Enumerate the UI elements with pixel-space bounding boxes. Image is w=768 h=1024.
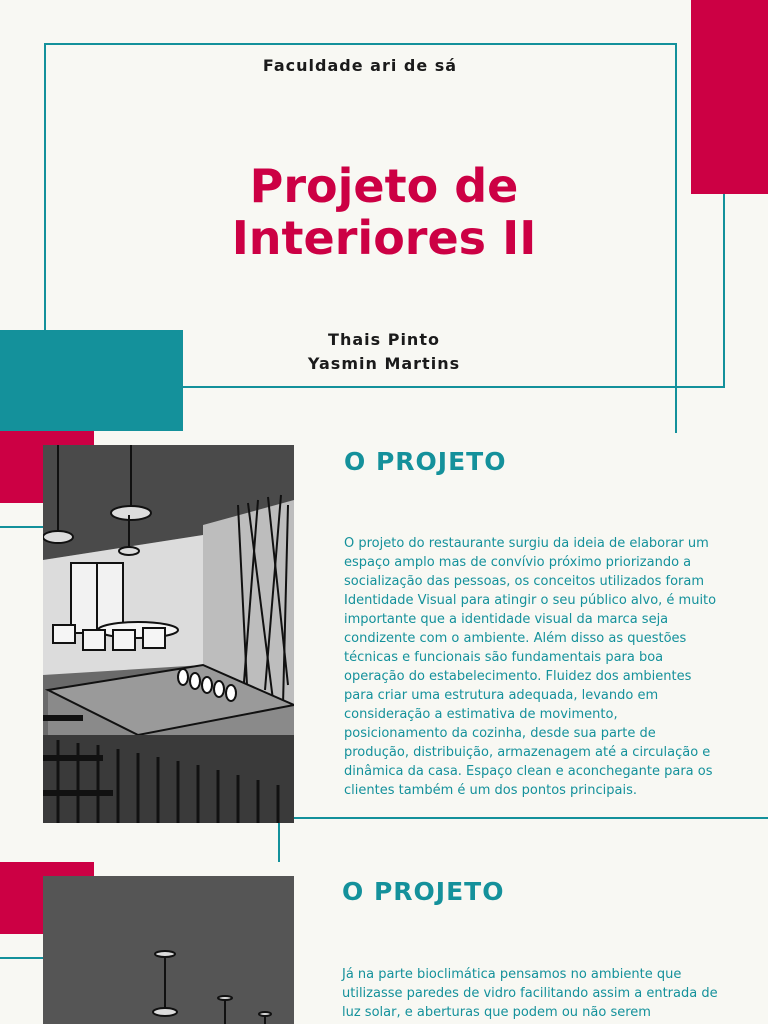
page-title — [44, 160, 724, 264]
section1-heading: O PROJETO — [344, 447, 507, 476]
section2-body: Já na parte bioclimática pensamos no ambiente que utilizasse paredes de vidro facilitando assim a entrada de luz solar, e aberturas que podem ou não serem — [342, 967, 718, 1020]
title-line-2: Interiores II — [231, 211, 537, 265]
section2-line-left — [0, 957, 44, 959]
section1-line-vertical — [278, 819, 280, 862]
author-1: Thais Pinto — [328, 330, 440, 349]
institution-name: Faculdade ari de sá — [262, 56, 458, 75]
section1-line-bottom — [294, 817, 768, 819]
bioclimatic-render-image — [43, 876, 294, 1024]
section1-line-left — [0, 526, 44, 528]
restaurant-render-image — [43, 445, 294, 823]
author-2: Yasmin Martins — [307, 354, 461, 373]
title-line-1: Projeto de — [249, 159, 519, 213]
section1-body: O projeto do restaurante surgiu da ideia de elaborar um espaço amplo mas de convívio próximo priorizando a socialização das pessoas, os conceitos utilizados foram Identidade Visual para atingir o seu público alvo, é muito importante que a identidade visual da marca seja condizente com o ambiente. Além disso as questões técnicas e funcionais são fundamentais para boa operação do estabelecimento. Fluidez dos ambientes para criar uma estrutura adequada, levando em consideração a estimativa de movimento, posicionamento da cozinha, desde sua parte de produção, distribuição, armazenagem até a circulação e dinâmica da casa. Espaço clean e aconchegante para os clientes também é um dos pontos principais. — [344, 536, 717, 798]
section2-heading: O PROJETO — [342, 877, 505, 906]
